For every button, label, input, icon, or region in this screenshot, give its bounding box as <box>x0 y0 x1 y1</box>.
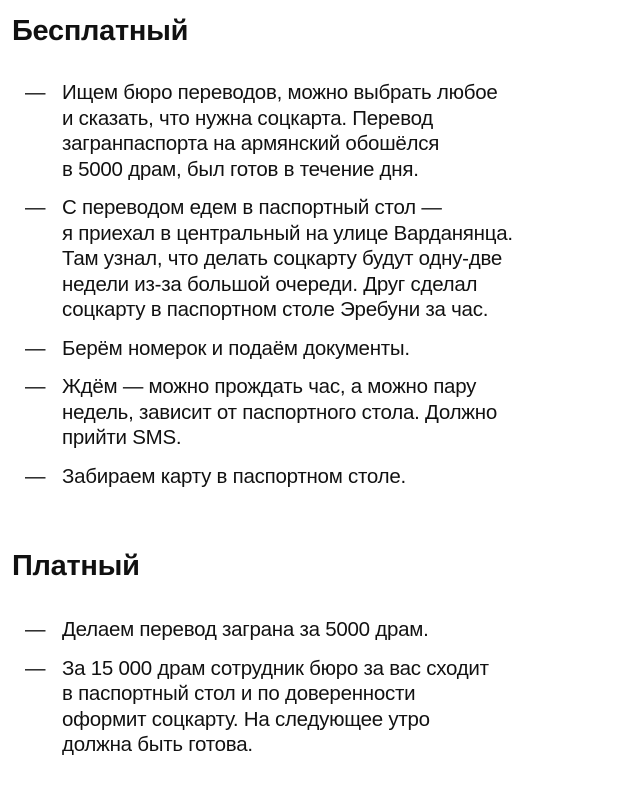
list-item <box>0 464 640 490</box>
steps-list-paid <box>0 617 640 771</box>
section-title-free: Бесплатный <box>12 15 189 47</box>
item-line: и сказать, что нужна соцкарта. Перевод <box>62 106 434 130</box>
item-line: Ждём — можно прождать час, а можно пару <box>62 375 477 398</box>
list-item <box>0 195 640 323</box>
item-line: Ищем бюро переводов, можно выбрать любое <box>62 81 498 104</box>
item-line: соцкарту в паспортном столе Эребуни за час. <box>62 298 489 321</box>
item-line: загранпаспорта на армянский обошёлся <box>62 132 440 155</box>
dash-marker: — <box>25 196 46 219</box>
dash-marker: — <box>25 656 46 680</box>
dash-marker: — <box>25 81 46 104</box>
list-item <box>0 336 640 362</box>
item-line: в 5000 драм, был готов в течение дня. <box>62 157 419 181</box>
list-item <box>0 374 640 451</box>
item-line: С переводом едем в паспортный стол — <box>62 196 442 219</box>
steps-list-free <box>0 80 640 502</box>
item-line: недель, зависит от паспортного стола. Должно <box>62 400 497 424</box>
list-item <box>0 656 640 758</box>
dash-marker: — <box>25 336 46 360</box>
dash-marker: — <box>25 375 46 398</box>
item-line: За 15 000 драм сотрудник бюро за вас сходит <box>62 656 489 680</box>
item-line: прийти SMS. <box>62 426 182 449</box>
item-line: в паспортный стол и по доверенности <box>62 682 416 705</box>
item-line: Там узнал, что делать соцкарту будут одну-две <box>62 247 503 270</box>
item-line: оформит соцкарту. На следующее утро <box>62 707 430 731</box>
item-line: я приехал в центральный на улице Варданянца. <box>62 221 513 245</box>
dash-marker: — <box>25 464 46 488</box>
item-line: Забираем карту в паспортном столе. <box>62 464 406 488</box>
item-line: должна быть готова. <box>62 733 253 756</box>
list-item <box>0 80 640 182</box>
item-line: Берём номерок и подаём документы. <box>62 336 410 360</box>
item-line: недели из-за большой очереди. Друг сделал <box>62 272 478 296</box>
dash-marker: — <box>25 618 46 641</box>
item-line: Делаем перевод заграна за 5000 драм. <box>62 618 429 641</box>
list-item <box>0 617 640 643</box>
section-title-paid: Платный <box>12 550 140 582</box>
